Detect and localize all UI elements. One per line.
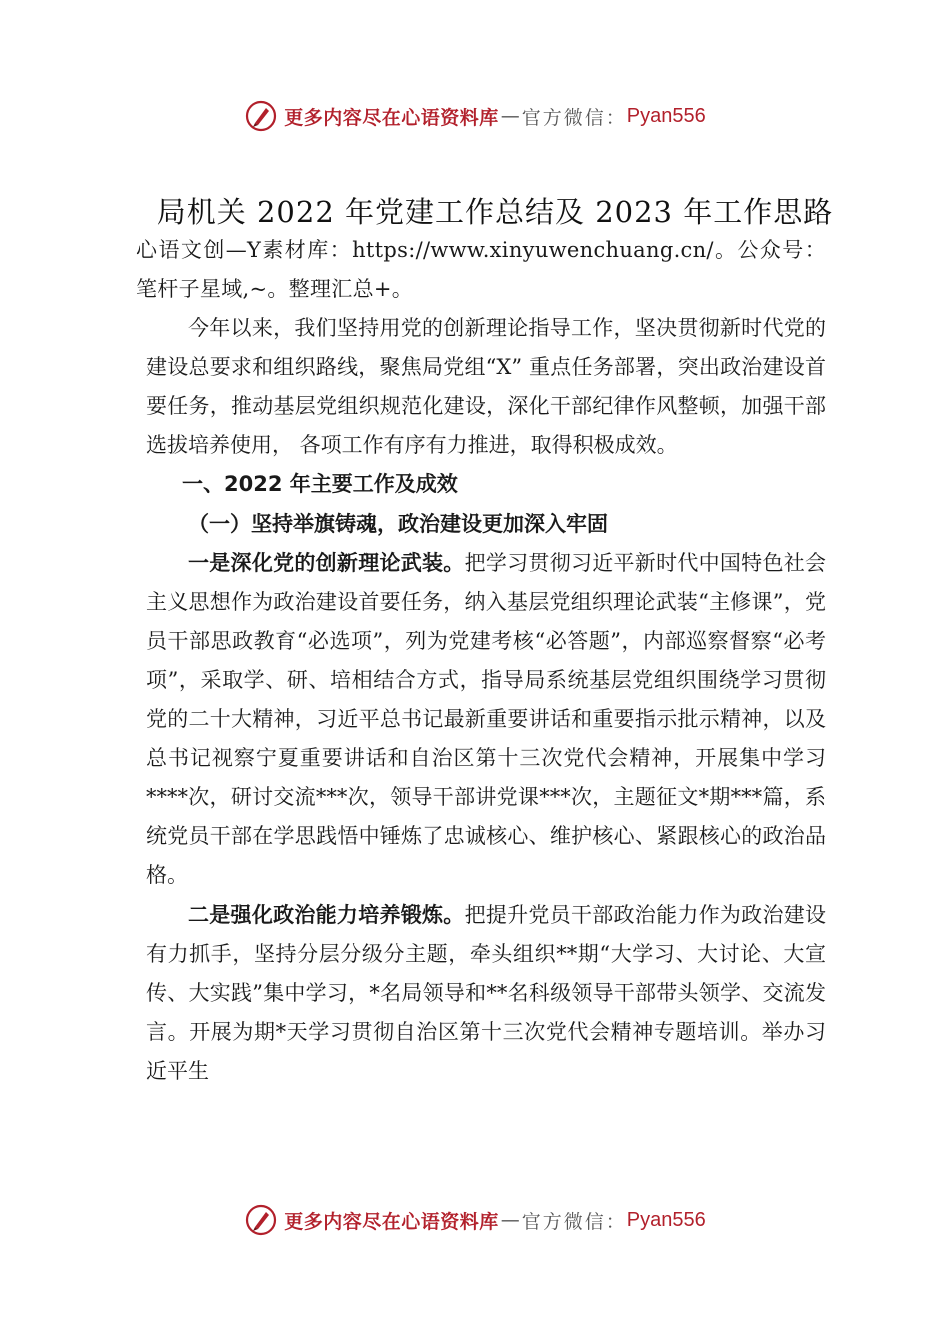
- section-heading: 一、2022 年主要工作及成效: [182, 472, 458, 496]
- paragraph-1-lead: 一是深化党的创新理论武装。: [188, 550, 465, 575]
- pen-logo-icon: [244, 99, 278, 133]
- banner-dash: —: [500, 105, 520, 127]
- banner-dash: —: [500, 1209, 520, 1231]
- paragraph-2-lead: 二是强化政治能力培养锻炼。: [188, 902, 465, 927]
- intro-paragraph: 今年以来，我们坚持用党的创新理论指导工作，坚决贯彻新时代党的建设总要求和组织路线，聚焦局党组“X” 重点任务部署，突出政治建设首要任务，推动基层党组织规范化建设，深化干部纪律作风整顿，加强干部选拔培养使用， 各项工作有序有力推进，取得积极成效。: [146, 316, 826, 457]
- header-banner: [0, 96, 950, 136]
- brand-text: 更多内容尽在心语资料库: [284, 106, 499, 129]
- paragraph-2: [136, 895, 826, 1091]
- document-title: 局机关 2022 年党建工作总结及 2023 年工作思路: [156, 195, 834, 229]
- wechat-label: 官方微信：: [521, 1210, 627, 1233]
- wechat-id: Pyan556: [626, 104, 706, 127]
- footer-banner: [0, 1200, 950, 1240]
- brand-text: 更多内容尽在心语资料库: [284, 1210, 499, 1233]
- wechat-id: Pyan556: [626, 1208, 706, 1231]
- pen-logo-icon: [244, 1203, 278, 1237]
- source-note: 心语文创—Y素材库：https://www.xinyuwenchuang.cn/。公众号：笔杆子星域,~。整理汇总+。: [136, 238, 826, 301]
- wechat-label: 官方微信：: [521, 106, 627, 129]
- paragraph-1-body: 把学习贯彻习近平新时代中国特色社会主义思想作为政治建设首要任务，纳入基层党组织理论武装“主修课”，党员干部思政教育“必选项”，列为党建考核“必答题”，内部巡察督察“必考项”，采取学、研、培相结合方式，指导局系统基层党组织围绕学习贯彻党的二十大精神，习近平总书记最新重要讲话和重要指示批示精神，以及总书记视察宁夏重要讲话和自治区第十三次党代会精神，开展集中学习****次，研讨交流***次，领导干部讲党课***次，主题征文*期***篇，系统党员干部在学思践悟中锤炼了忠诚核心、维护核心、紧跟核心的政治品格。: [146, 551, 827, 887]
- paragraph-1: [136, 543, 826, 895]
- subsection-heading: （一）坚持举旗铸魂，政治建设更加深入牢固: [188, 511, 608, 536]
- document-body: [136, 231, 826, 1091]
- paragraph-2-body: 把提升党员干部政治能力作为政治建设有力抓手，坚持分层分级分主题，牵头组织**期“大学习、大讨论、大宣传、大实践”集中学习，*名局领导和**名科级领导干部带头领学、交流发言。开展为期*天学习贯彻自治区第十三次党代会精神专题培训。举办习近平生: [146, 903, 827, 1083]
